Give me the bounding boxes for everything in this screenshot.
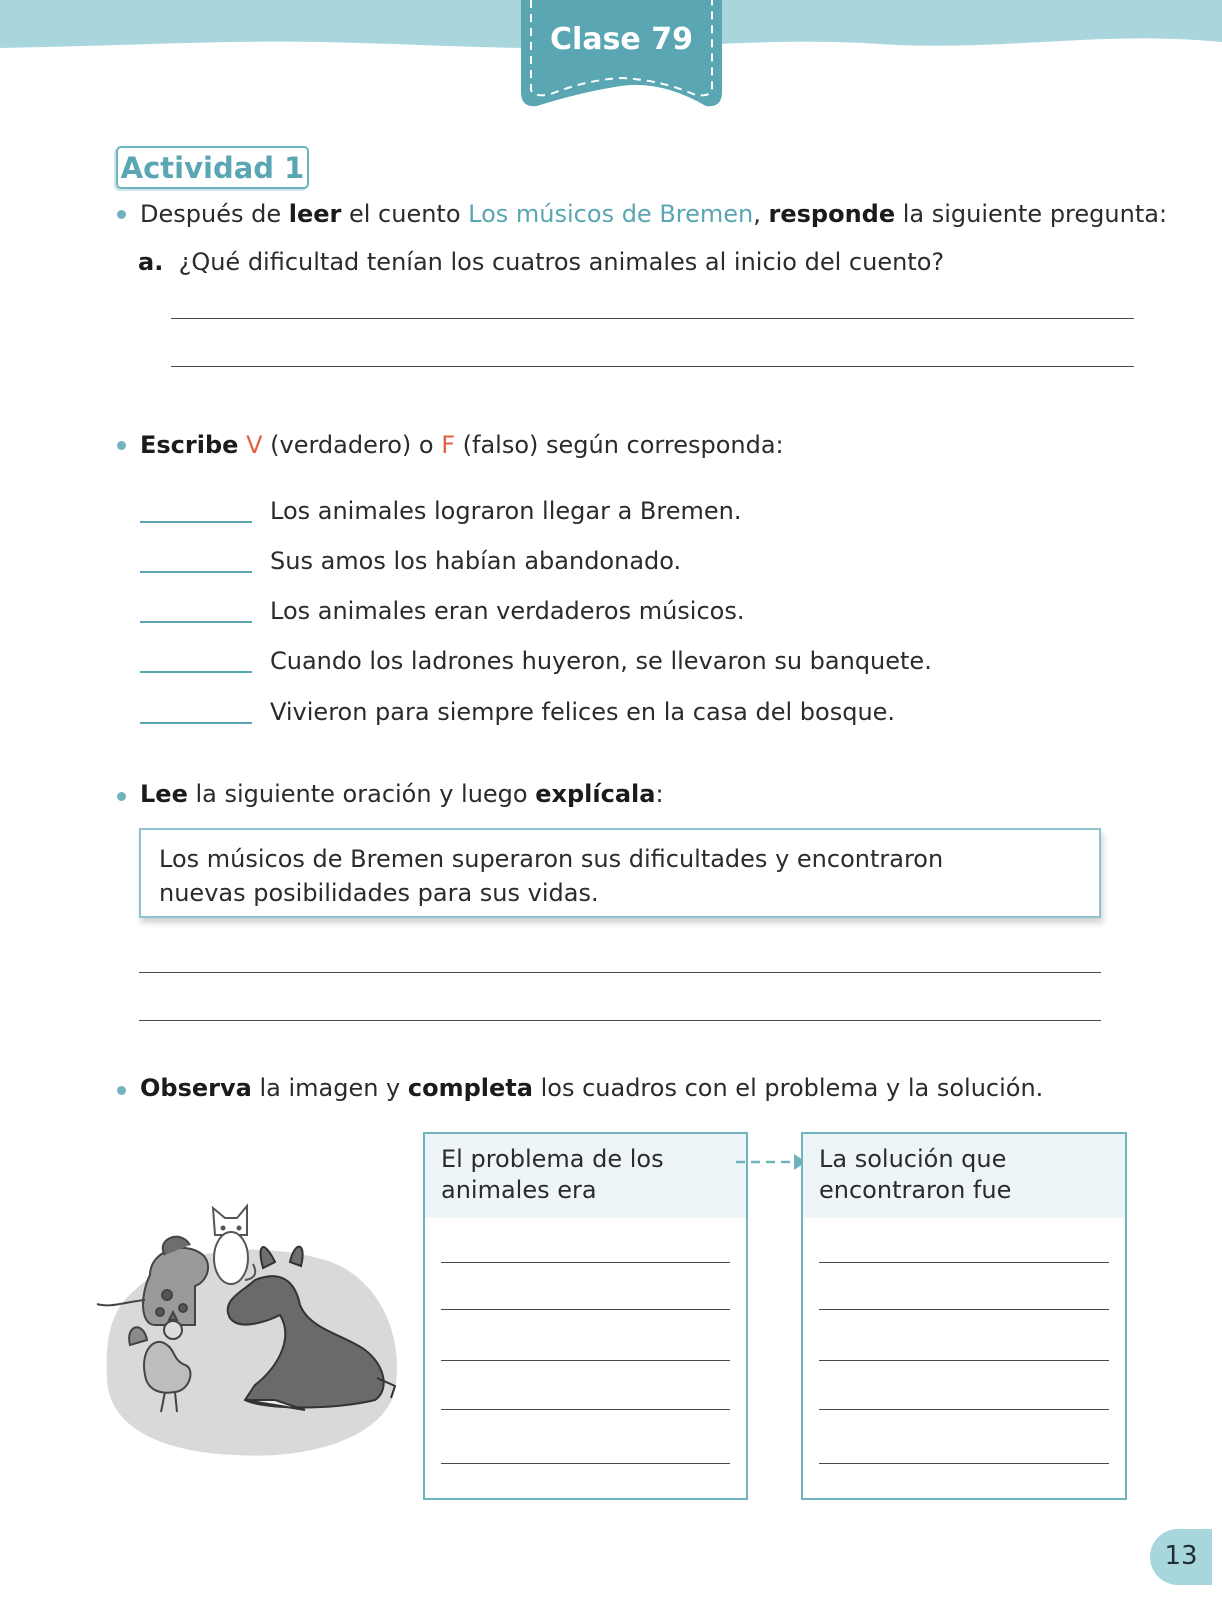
answer-line[interactable] — [819, 1409, 1109, 1410]
answer-line[interactable] — [441, 1360, 730, 1361]
activity-title: Actividad 1 — [120, 151, 305, 185]
question-4-prompt: Observa la imagen y completa los cuadros con el problema y la solución. — [140, 1074, 1044, 1102]
vf-statement-2: Sus amos los habían abandonado. — [270, 547, 682, 575]
answer-line[interactable] — [139, 972, 1101, 973]
problem-box — [423, 1132, 748, 1500]
quote-line-2: nuevas posibilidades para sus vidas. — [159, 879, 599, 907]
answer-line[interactable] — [441, 1463, 730, 1464]
answer-line[interactable] — [819, 1463, 1109, 1464]
clase-title: Clase 79 — [550, 22, 693, 57]
answer-line[interactable] — [819, 1262, 1109, 1263]
answer-line[interactable] — [441, 1309, 730, 1310]
vf-blank-5[interactable] — [140, 722, 252, 724]
activity-badge — [116, 146, 309, 189]
question-2-prompt: Escribe V (verdadero) o F (falso) según corresponda: — [140, 431, 784, 459]
quote-line-1: Los músicos de Bremen superaron sus dificultades y encontraron — [159, 845, 944, 873]
vf-statement-4: Cuando los ladrones huyeron, se llevaron su banquete. — [270, 647, 932, 675]
item-letter: a. — [138, 248, 164, 276]
page-number-badge — [1150, 1529, 1212, 1585]
question-1a: a. ¿Qué dificultad tenían los cuatros animales al inicio del cuento? — [138, 248, 945, 276]
question-1-prompt: Después de leer el cuento Los músicos de Bremen, responde la siguiente pregunta: — [140, 200, 1168, 228]
bullet — [117, 441, 126, 450]
bullet — [117, 210, 126, 219]
vf-blank-2[interactable] — [140, 571, 252, 573]
arrow-right-icon — [736, 1152, 808, 1172]
bullet — [117, 1086, 126, 1095]
answer-line[interactable] — [441, 1262, 730, 1263]
vf-statement-5: Vivieron para siempre felices en la casa del bosque. — [270, 698, 896, 726]
answer-line[interactable] — [171, 366, 1134, 367]
dog-icon — [97, 1237, 208, 1325]
answer-line[interactable] — [139, 1020, 1101, 1021]
story-title: Los músicos de Bremen — [468, 200, 754, 228]
solution-box — [801, 1132, 1127, 1500]
solution-heading: La solución que encontraron fue — [819, 1145, 1012, 1204]
quote-box — [139, 828, 1101, 918]
answer-line[interactable] — [819, 1309, 1109, 1310]
answer-line[interactable] — [171, 318, 1134, 319]
vf-blank-1[interactable] — [140, 521, 252, 523]
vf-blank-4[interactable] — [140, 671, 252, 673]
answer-line[interactable] — [441, 1409, 730, 1410]
question-3-prompt: Lee la siguiente oración y luego explícala: — [140, 780, 664, 808]
bullet — [117, 792, 126, 801]
problem-heading: El problema de los animales era — [441, 1145, 664, 1204]
answer-line[interactable] — [819, 1360, 1109, 1361]
vf-statement-1: Los animales lograron llegar a Bremen. — [270, 497, 742, 525]
animals-illustration — [95, 1200, 415, 1470]
vf-blank-3[interactable] — [140, 621, 252, 623]
vf-statement-3: Los animales eran verdaderos músicos. — [270, 597, 745, 625]
page-number: 13 — [1164, 1541, 1198, 1571]
